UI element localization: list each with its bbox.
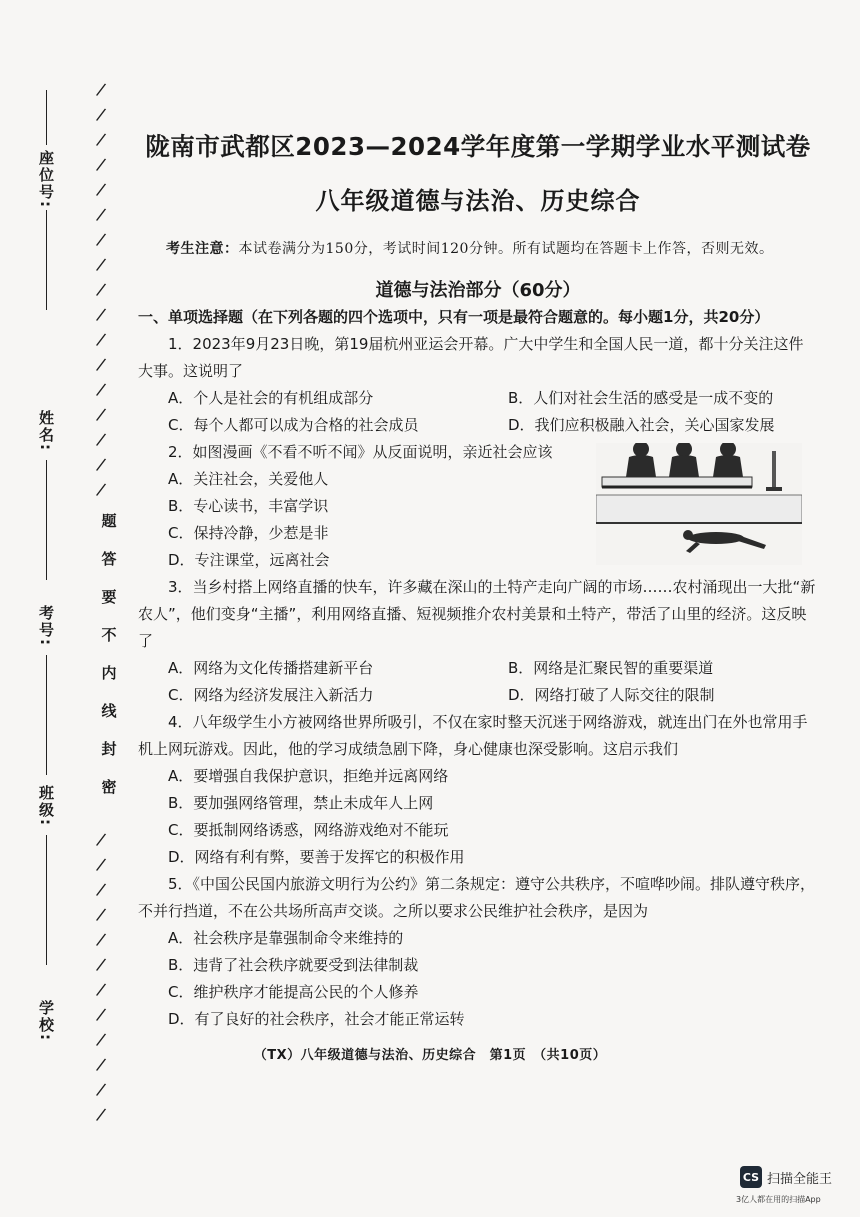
question-stem: 3．当乡村搭上网络直播的快车，许多藏在深山的土特产走向广阔的市场……农村涌现出一大批“新农人”，他们变身“主播”，利用网络直播、短视频推介农村美景和土特产，带活了山里的经济。这反映了 bbox=[138, 578, 816, 650]
option-a: A．关注社会，关爱他人 bbox=[168, 470, 329, 488]
option-b: B．要加强网络管理，禁止未成年人上网 bbox=[168, 794, 434, 812]
seal-char: 线 bbox=[101, 702, 117, 720]
exam-number-line bbox=[46, 655, 47, 775]
seal-line-notice bbox=[98, 510, 120, 814]
option-a: A．个人是社会的有机组成部分 bbox=[168, 389, 374, 407]
option-d: D．网络打破了人际交往的限制 bbox=[508, 686, 715, 704]
exam-number-label: 考号: bbox=[37, 605, 55, 647]
question-options bbox=[138, 655, 818, 709]
cut-slash: / bbox=[94, 429, 107, 451]
notice-label: 考生注意： bbox=[166, 241, 239, 257]
seal-char: 答 bbox=[101, 550, 117, 568]
scanner-name: 扫描全能王 bbox=[767, 1171, 833, 1187]
seal-char: 不 bbox=[101, 626, 117, 644]
question-2 bbox=[138, 439, 818, 574]
cut-slash: / bbox=[94, 254, 107, 276]
cut-slash: / bbox=[94, 954, 107, 976]
scanner-tagline: 3亿人都在用的扫描App bbox=[736, 1195, 821, 1204]
question-1 bbox=[138, 331, 818, 439]
seal-char: 要 bbox=[101, 588, 117, 606]
option-c: C．网络为经济发展注入新活力 bbox=[168, 686, 374, 704]
cut-slash: / bbox=[94, 879, 107, 901]
option-a: A．网络为文化传播搭建新平台 bbox=[168, 659, 374, 677]
cut-slash: / bbox=[94, 304, 107, 326]
option-a: A．社会秩序是靠强制命令来维持的 bbox=[168, 929, 404, 947]
cut-slash: / bbox=[94, 1004, 107, 1026]
cut-slash: / bbox=[94, 1029, 107, 1051]
cut-slash: / bbox=[94, 979, 107, 1001]
binding-margin bbox=[20, 79, 117, 1126]
option-d: D．专注课堂，远离社会 bbox=[168, 551, 330, 569]
option-b: B．网络是汇聚民智的重要渠道 bbox=[508, 659, 714, 677]
class-label: 班级: bbox=[37, 785, 55, 827]
seat-number-line bbox=[46, 90, 47, 145]
cut-slash: / bbox=[94, 154, 107, 176]
cut-slash: / bbox=[94, 204, 107, 226]
question-4 bbox=[138, 709, 818, 871]
question-5 bbox=[138, 871, 818, 1033]
cut-slash: / bbox=[94, 1079, 107, 1101]
cut-slash: / bbox=[94, 104, 107, 126]
exam-notice bbox=[138, 236, 818, 262]
question-stem: 1．2023年9月23日晚，第19届杭州亚运会开幕。广大中学生和全国人民一道，都十分关注这件大事。这说明了 bbox=[138, 335, 804, 380]
cut-slash: / bbox=[94, 1054, 107, 1076]
cut-slash: / bbox=[94, 379, 107, 401]
option-c: C．要抵制网络诱惑，网络游戏绝对不能玩 bbox=[168, 821, 449, 839]
question-options bbox=[138, 385, 818, 439]
scanner-watermark bbox=[740, 1166, 832, 1188]
cut-slash: / bbox=[94, 929, 107, 951]
seal-char: 题 bbox=[101, 512, 117, 530]
question-stem: 4．八年级学生小方被网络世界所吸引，不仅在家时整天沉迷于网络游戏，就连出门在外也常用手机上网玩游戏。因此，他的学习成绩急剧下降，身心健康也深受影响。这启示我们 bbox=[138, 713, 808, 758]
option-d: D．我们应积极融入社会，关心国家发展 bbox=[508, 416, 775, 434]
cut-slash: / bbox=[94, 454, 107, 476]
question-stem: 2．如图漫画《不看不听不闻》从反面说明，亲近社会应该 bbox=[168, 443, 553, 461]
option-b: B．违背了社会秩序就要受到法律制裁 bbox=[168, 956, 419, 974]
seal-char: 密 bbox=[101, 778, 117, 796]
option-d: D．有了良好的社会秩序，社会才能正常运转 bbox=[168, 1010, 465, 1028]
exam-subtitle: 八年级道德与法治、历史综合 bbox=[315, 187, 641, 215]
question-3 bbox=[138, 574, 818, 709]
part-title: 道德与法治部分（60分） bbox=[375, 280, 581, 301]
school-label: 学校: bbox=[37, 1000, 55, 1042]
seat-number-line-lower bbox=[46, 210, 47, 310]
exam-content bbox=[138, 128, 818, 1033]
cut-slash: / bbox=[94, 854, 107, 876]
class-line bbox=[46, 835, 47, 965]
cut-slash: / bbox=[94, 829, 107, 851]
seal-char: 封 bbox=[101, 740, 117, 758]
cut-slash: / bbox=[94, 279, 107, 301]
option-c: C．维护秩序才能提高公民的个人修养 bbox=[168, 983, 419, 1001]
cut-slash: / bbox=[94, 904, 107, 926]
cut-slash: / bbox=[94, 179, 107, 201]
section-title: 一、单项选择题（在下列各题的四个选项中，只有一项是最符合题意的。每小题1分，共20分） bbox=[138, 308, 770, 326]
cut-slash: / bbox=[94, 329, 107, 351]
question-stem: 5．《中国公民国内旅游文明行为公约》第二条规定：遵守公共秩序，不喧哗吵闹。排队遵守秩序，不并行挡道，不在公共场所高声交谈。之所以要求公民维护社会秩序，是因为 bbox=[138, 875, 816, 920]
cut-slash: / bbox=[94, 1104, 107, 1126]
page-footer: （TX）八年级道德与法治、历史综合 第1页 （共10页） bbox=[253, 1048, 607, 1063]
cut-slash: / bbox=[94, 354, 107, 376]
option-b: B．人们对社会生活的感受是一成不变的 bbox=[508, 389, 774, 407]
camscanner-logo-icon: CS bbox=[740, 1166, 762, 1188]
option-c: C．每个人都可以成为合格的社会成员 bbox=[168, 416, 419, 434]
option-c: C．保持冷静，少惹是非 bbox=[168, 524, 329, 542]
option-b: B．专心读书，丰富学识 bbox=[168, 497, 329, 515]
option-a: A．要增强自我保护意识，拒绝并远离网络 bbox=[168, 767, 449, 785]
exam-title: 陇南市武都区2023—2024学年度第一学期学业水平测试卷 bbox=[145, 132, 811, 161]
cut-slash: / bbox=[94, 129, 107, 151]
seat-number-label: 座位号: bbox=[37, 150, 55, 209]
cut-slash: / bbox=[94, 404, 107, 426]
seal-char: 内 bbox=[101, 664, 117, 682]
name-label: 姓名: bbox=[37, 410, 55, 452]
notice-text: 本试卷满分为150分，考试时间120分钟。所有试题均在答题卡上作答，否则无效。 bbox=[238, 241, 774, 257]
name-line bbox=[46, 460, 47, 580]
cut-slash: / bbox=[94, 229, 107, 251]
cut-slash: / bbox=[94, 479, 107, 501]
cartoon-image bbox=[596, 443, 802, 565]
option-d: D．网络有利有弊，要善于发挥它的积极作用 bbox=[168, 848, 465, 866]
cut-slash: / bbox=[94, 79, 107, 101]
